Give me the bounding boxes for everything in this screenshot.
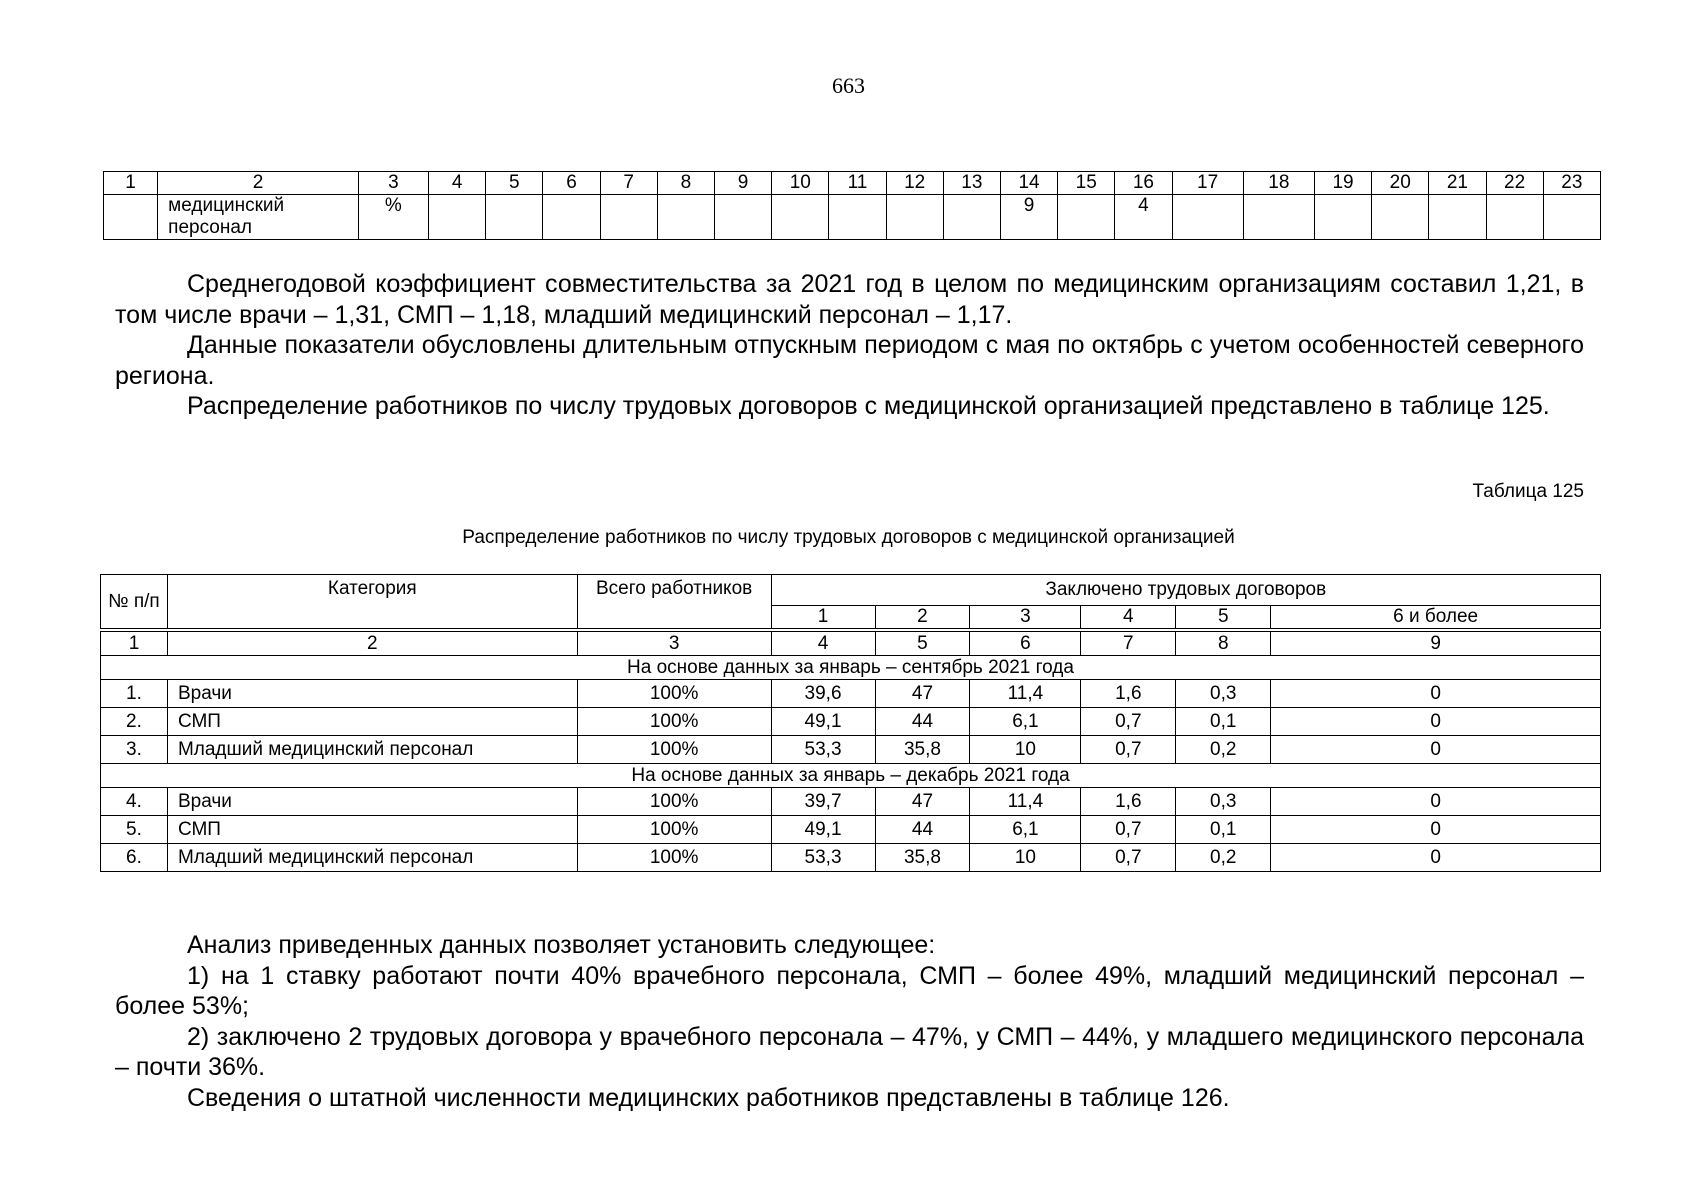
table-cell [1058, 195, 1115, 240]
table-cell [104, 195, 158, 240]
table-cell: 0 [1271, 680, 1601, 708]
table-cell: 49,1 [771, 816, 875, 844]
header-contract-count: 3 [970, 606, 1081, 629]
table-cell: 0,1 [1176, 708, 1271, 736]
table-cell: 0 [1271, 788, 1601, 816]
intro-text [115, 269, 1584, 422]
header-contract-count: 5 [1176, 606, 1271, 629]
header-cell: 4 [429, 172, 486, 195]
header-cell: 18 [1243, 172, 1314, 195]
header-cell: 5 [486, 172, 543, 195]
table-cell: 10 [970, 736, 1081, 764]
paragraph: Среднегодовой коэффициент совместительства за 2021 год в целом по медицинским организациям составил 1,21, в том числе врачи – 1,31, СМП – 1,18, младший медицинский персонал – 1,17. [115, 270, 1584, 329]
table-cell: 44 [875, 816, 970, 844]
column-number: 9 [1271, 632, 1601, 656]
header-cell: 6 [543, 172, 600, 195]
category-cell: медицинский персонал [158, 195, 359, 240]
paragraph: 1) на 1 ставку работают почти 40% врачебного персонала, СМП – более 49%, младший медицинский персонал – более 53%; [115, 961, 1584, 1020]
table-cell [1372, 195, 1429, 240]
header-cell: 12 [886, 172, 943, 195]
header-contracts: Заключено трудовых договоров [771, 575, 1600, 606]
table-row [101, 736, 1601, 764]
column-number-row [101, 632, 1601, 656]
table-cell: 0 [1271, 844, 1601, 872]
section-row [101, 764, 1601, 788]
table-cell: 1. [101, 680, 168, 708]
table-cell [715, 195, 772, 240]
header-cell: 7 [600, 172, 657, 195]
table-row [104, 195, 1601, 240]
table-cell: 6,1 [970, 816, 1081, 844]
header-cell: 14 [1000, 172, 1057, 195]
table-row [101, 788, 1601, 816]
table-row [101, 680, 1601, 708]
category-cell: Врачи [167, 680, 577, 708]
table-cell: 3. [101, 736, 168, 764]
table-cell [429, 195, 486, 240]
header-cell: 21 [1429, 172, 1486, 195]
header-contract-count: 1 [771, 606, 875, 629]
table-number: Таблица 125 [1472, 481, 1584, 502]
header-cell: 20 [1372, 172, 1429, 195]
header-category: Категория [167, 575, 577, 629]
table-cell: 0,7 [1081, 816, 1176, 844]
table-cell: 100% [577, 788, 771, 816]
table-cell: 100% [577, 736, 771, 764]
table-cell: 4. [101, 788, 168, 816]
column-number: 8 [1176, 632, 1271, 656]
column-number-row [104, 172, 1601, 195]
table-cell: 0 [1271, 816, 1601, 844]
table-cell: 0,7 [1081, 844, 1176, 872]
column-number: 2 [167, 632, 577, 656]
table-cell [1486, 195, 1543, 240]
category-cell: Младший медицинский персонал [167, 844, 577, 872]
header-cell: 11 [829, 172, 886, 195]
section-title: На основе данных за январь – декабрь 2021 года [101, 764, 1601, 788]
header-cell: 23 [1543, 172, 1600, 195]
header-cell: 22 [1486, 172, 1543, 195]
category-cell: Младший медицинский персонал [167, 736, 577, 764]
header-cell: 8 [657, 172, 714, 195]
table-cell: 0,3 [1176, 788, 1271, 816]
table-cell [1543, 195, 1600, 240]
column-number: 5 [875, 632, 970, 656]
table-cell: 53,3 [771, 736, 875, 764]
table-cell: 47 [875, 788, 970, 816]
table-row [101, 708, 1601, 736]
column-number: 1 [101, 632, 168, 656]
table-cell: 11,4 [970, 680, 1081, 708]
table-row [101, 844, 1601, 872]
table-cell: 100% [577, 844, 771, 872]
table-cell: 1,6 [1081, 788, 1176, 816]
paragraph: 2) заключено 2 трудовых договора у врачебного персонала – 47%, у СМП – 44%, у младшего медицинского персонала – почти 36%. [115, 1022, 1584, 1081]
table-cell: 35,8 [875, 844, 970, 872]
header-total: Всего работников [577, 575, 771, 629]
section-title: На основе данных за январь – сентябрь 2021 года [101, 656, 1601, 680]
table-caption: Распределение работников по числу трудовых договоров с медицинской организацией [462, 527, 1235, 548]
column-number: 3 [577, 632, 771, 656]
category-cell: СМП [167, 816, 577, 844]
column-number: 6 [970, 632, 1081, 656]
section-row [101, 656, 1601, 680]
header-cell: 9 [715, 172, 772, 195]
table-cell: 44 [875, 708, 970, 736]
header-contract-count: 4 [1081, 606, 1176, 629]
table-cell: 39,7 [771, 788, 875, 816]
table-cell: 100% [577, 708, 771, 736]
header-cell: 2 [158, 172, 359, 195]
table-cell: 39,6 [771, 680, 875, 708]
table-cell [543, 195, 600, 240]
table-cell [829, 195, 886, 240]
table-cell: 0,2 [1176, 736, 1271, 764]
header-cell: 16 [1115, 172, 1172, 195]
table-cell: 9 [1000, 195, 1057, 240]
analysis-text [115, 930, 1584, 1113]
header-cell: 3 [358, 172, 428, 195]
column-number: 4 [771, 632, 875, 656]
header-cell: 17 [1172, 172, 1243, 195]
table-cell [1172, 195, 1243, 240]
table-cell [657, 195, 714, 240]
header-contract-count: 2 [875, 606, 970, 629]
header-contract-count: 6 и более [1271, 606, 1601, 629]
table-cell: 0 [1271, 736, 1601, 764]
paragraph: Сведения о штатной численности медицинских работников представлены в таблице 126. [187, 1083, 1230, 1112]
table-cell: 100% [577, 680, 771, 708]
table-cell: 100% [577, 816, 771, 844]
table-cell: 11,4 [970, 788, 1081, 816]
table-cell: 6. [101, 844, 168, 872]
table-cell [1243, 195, 1314, 240]
paragraph: Распределение работников по числу трудовых договоров с медицинской организацией представлено в таблице 125. [187, 392, 1550, 420]
header-no: № п/п [101, 575, 168, 629]
table-cell [486, 195, 543, 240]
table-cell: 0 [1271, 708, 1601, 736]
contracts-table [100, 574, 1601, 872]
table-cell: 0,2 [1176, 844, 1271, 872]
table-cell [886, 195, 943, 240]
header-cell: 19 [1314, 172, 1371, 195]
table-row [101, 816, 1601, 844]
table-cell: 1,6 [1081, 680, 1176, 708]
table-cell: 0,1 [1176, 816, 1271, 844]
table-cell: 47 [875, 680, 970, 708]
table-cell [1429, 195, 1486, 240]
paragraph: Данные показатели обусловлены длительным отпускным периодом с мая по октябрь с учетом особенностей северного региона. [115, 331, 1584, 390]
header-cell: 10 [772, 172, 829, 195]
header-cell: 1 [104, 172, 158, 195]
table-cell: 0,7 [1081, 736, 1176, 764]
table-cell: 35,8 [875, 736, 970, 764]
table-cell [1314, 195, 1371, 240]
table-cell: 0,7 [1081, 708, 1176, 736]
header-cell: 15 [1058, 172, 1115, 195]
table-cell [600, 195, 657, 240]
table-cell: 49,1 [771, 708, 875, 736]
header-row [101, 575, 1601, 606]
column-number: 7 [1081, 632, 1176, 656]
continuation-table [103, 171, 1601, 240]
table-cell: 10 [970, 844, 1081, 872]
table-cell [772, 195, 829, 240]
header-cell: 13 [943, 172, 1000, 195]
unit-cell: % [358, 195, 428, 240]
table-cell: 5. [101, 816, 168, 844]
table-cell: 2. [101, 708, 168, 736]
table-cell: 6,1 [970, 708, 1081, 736]
table-cell: 0,3 [1176, 680, 1271, 708]
table-cell: 4 [1115, 195, 1172, 240]
category-cell: СМП [167, 708, 577, 736]
category-cell: Врачи [167, 788, 577, 816]
table-cell [943, 195, 1000, 240]
table-cell: 53,3 [771, 844, 875, 872]
page-number: 663 [832, 73, 865, 98]
paragraph: Анализ приведенных данных позволяет установить следующее: [187, 931, 936, 959]
